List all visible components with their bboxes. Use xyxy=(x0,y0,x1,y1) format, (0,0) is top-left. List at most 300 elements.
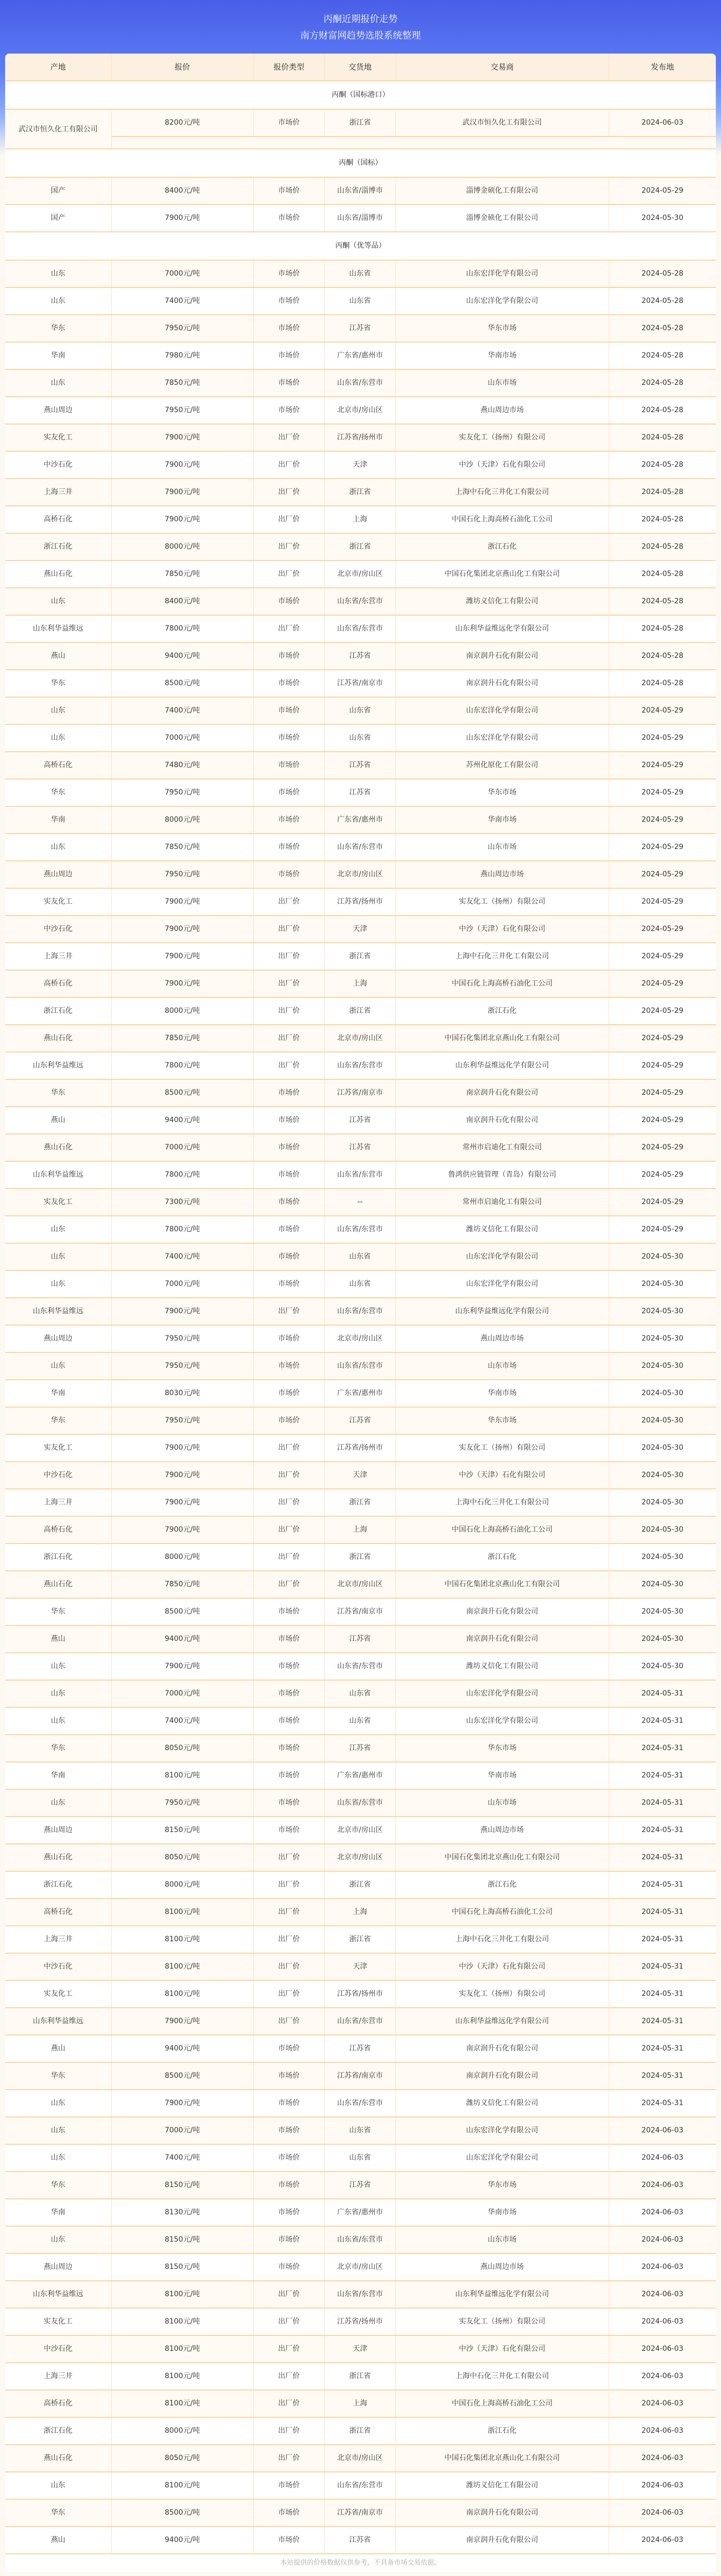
cell-price-type: 市场价 xyxy=(253,205,324,232)
cell-price-type: 出厂价 xyxy=(253,2390,324,2417)
cell-delivery: 江苏省/扬州市 xyxy=(324,1980,396,2008)
cell-date: 2024-05-29 xyxy=(641,843,683,851)
cell-trader: 山东利华益维远化学有限公司 xyxy=(396,2281,609,2308)
cell-delivery: 山东省/东营市 xyxy=(324,1052,396,1079)
table-row xyxy=(5,506,716,533)
cell-price: 9400元/吨 xyxy=(111,642,253,670)
cell-price: 7800元/吨 xyxy=(111,1161,253,1189)
cell-delivery: 天津 xyxy=(324,1462,396,1489)
cell-origin: 燕山石化 xyxy=(5,2445,111,2472)
cell-price: 7000元/吨 xyxy=(111,1134,253,1161)
cell-price: 7850元/吨 xyxy=(111,1571,253,1598)
table-row xyxy=(5,1544,716,1571)
cell-trader: 上海中石化三井化工有限公司 xyxy=(396,479,609,506)
cell-delivery: 山东省/东营市 xyxy=(324,588,396,615)
cell-delivery: 山东省/东营市 xyxy=(324,369,396,397)
cell-price: 9400元/吨 xyxy=(111,2527,253,2554)
cell-date: 2024-05-29 xyxy=(641,761,683,769)
cell-price-type: 市场价 xyxy=(253,1735,324,1762)
cell-price-type: 市场价 xyxy=(253,177,324,205)
section-row xyxy=(5,81,716,109)
spacer-row xyxy=(5,137,716,149)
table-row xyxy=(5,2226,716,2253)
cell-trader: 山东宏洋化学有限公司 xyxy=(396,1270,609,1298)
table-row xyxy=(5,834,716,861)
cell-trader: 上海中石化三井化工有限公司 xyxy=(396,1926,609,1953)
table-row xyxy=(5,1516,716,1544)
cell-delivery: 天津 xyxy=(324,1953,396,1980)
cell-date: 2024-05-29 xyxy=(641,1089,683,1097)
cell-price: 7800元/吨 xyxy=(111,615,253,642)
table-row xyxy=(5,1434,716,1462)
cell-origin: 上海三井 xyxy=(5,2363,111,2390)
cell-origin: 实友化工 xyxy=(5,1189,111,1216)
cell-price-type: 市场价 xyxy=(253,369,324,397)
cell-price: 7850元/吨 xyxy=(111,1025,253,1052)
cell-origin: 山东 xyxy=(5,287,111,315)
cell-origin: 实友化工 xyxy=(5,2308,111,2335)
table-row xyxy=(5,888,716,916)
cell-price: 8500元/吨 xyxy=(111,670,253,697)
table-row xyxy=(5,2499,716,2527)
cell-date: 2024-05-28 xyxy=(641,324,683,332)
cell-origin: 燕山 xyxy=(5,1625,111,1653)
cell-price-type: 市场价 xyxy=(253,2117,324,2144)
cell-date: 2024-06-03 xyxy=(641,2154,683,2162)
cell-origin: 燕山石化 xyxy=(5,561,111,588)
cell-trader: 南京润升石化有限公司 xyxy=(396,2035,609,2062)
cell-trader: 中沙（天津）石化有限公司 xyxy=(396,1953,609,1980)
cell-price-type: 市场价 xyxy=(253,1789,324,1817)
cell-delivery: 上海 xyxy=(324,970,396,997)
cell-price: 7900元/吨 xyxy=(111,1434,253,1462)
table-row xyxy=(5,724,716,752)
cell-delivery: 浙江省 xyxy=(324,943,396,970)
cell-price-type: 市场价 xyxy=(253,2144,324,2172)
cell-price-type: 市场价 xyxy=(253,806,324,834)
cell-price: 7950元/吨 xyxy=(111,779,253,806)
cell-trader: 燕山周边市场 xyxy=(396,861,609,888)
price-table xyxy=(5,54,716,2554)
cell-price: 7000元/吨 xyxy=(111,1270,253,1298)
cell-trader: 中国石化集团北京燕山化工有限公司 xyxy=(396,1025,609,1052)
cell-price-type: 市场价 xyxy=(253,315,324,342)
cell-price: 8150元/吨 xyxy=(111,2172,253,2199)
cell-origin: 实友化工 xyxy=(5,888,111,916)
cell-delivery: 山东省/东营市 xyxy=(324,1789,396,1817)
table-row xyxy=(5,752,716,779)
cell-origin: 上海三井 xyxy=(5,943,111,970)
cell-price-type: 出厂价 xyxy=(253,1434,324,1462)
cell-price: 7980元/吨 xyxy=(111,342,253,369)
cell-price-type: 出厂价 xyxy=(253,2335,324,2363)
cell-origin: 华南 xyxy=(5,806,111,834)
cell-delivery: 山东省/淄博市 xyxy=(324,177,396,205)
column-header-delivery: 交货地 xyxy=(324,54,396,81)
cell-trader: 实友化工（扬州）有限公司 xyxy=(396,2308,609,2335)
cell-origin: 华南 xyxy=(5,1380,111,1407)
cell-delivery: 山东省/东营市 xyxy=(324,2281,396,2308)
cell-date: 2024-05-29 xyxy=(641,1171,683,1179)
cell-delivery: 江苏省 xyxy=(324,2527,396,2554)
cell-origin: 中沙石化 xyxy=(5,451,111,479)
cell-trader: 华东市场 xyxy=(396,1407,609,1434)
cell-delivery: 山东省/东营市 xyxy=(324,2090,396,2117)
cell-date: 2024-05-29 xyxy=(641,979,683,988)
cell-price-type: 出厂价 xyxy=(253,1980,324,2008)
table-row xyxy=(5,1161,716,1189)
cell-delivery: 浙江省 xyxy=(324,1871,396,1899)
cell-date: 2024-05-28 xyxy=(641,269,683,278)
cell-date: 2024-05-30 xyxy=(641,1635,683,1643)
price-table-container xyxy=(5,54,716,2554)
cell-date: 2024-05-29 xyxy=(641,187,683,195)
cell-origin: 山东 xyxy=(5,2090,111,2117)
cell-price-type: 出厂价 xyxy=(253,424,324,451)
cell-delivery: 北京市/房山区 xyxy=(324,1025,396,1052)
cell-origin: 华东 xyxy=(5,1598,111,1625)
cell-price: 8100元/吨 xyxy=(111,1980,253,2008)
cell-price-type: 市场价 xyxy=(253,2199,324,2226)
cell-date: 2024-05-28 xyxy=(641,543,683,551)
cell-delivery: 江苏省 xyxy=(324,1407,396,1434)
cell-price-type: 出厂价 xyxy=(253,997,324,1025)
cell-origin: 山东利华益维远 xyxy=(5,1298,111,1325)
cell-price-type: 市场价 xyxy=(253,2035,324,2062)
cell-trader: 中沙（天津）石化有限公司 xyxy=(396,2335,609,2363)
cell-price-type: 出厂价 xyxy=(253,970,324,997)
cell-trader: 燕山周边市场 xyxy=(396,1817,609,1844)
cell-delivery: 上海 xyxy=(324,1899,396,1926)
cell-origin: 山东 xyxy=(5,724,111,752)
section-title: 丙酮（优等品） xyxy=(5,232,716,260)
cell-trader: 中国石化上海高桥石油化工公司 xyxy=(396,2390,609,2417)
cell-price: 8150元/吨 xyxy=(111,2226,253,2253)
cell-price: 7000元/吨 xyxy=(111,2117,253,2144)
cell-price: 8500元/吨 xyxy=(111,1598,253,1625)
cell-date: 2024-05-28 xyxy=(641,433,683,442)
cell-delivery: 山东省/东营市 xyxy=(324,1298,396,1325)
cell-delivery: 天津 xyxy=(324,451,396,479)
cell-delivery: 北京市/房山区 xyxy=(324,1571,396,1598)
table-row xyxy=(5,970,716,997)
cell-price: 7900元/吨 xyxy=(111,205,253,232)
table-row xyxy=(5,1270,716,1298)
cell-trader: 山东市场 xyxy=(396,369,609,397)
cell-trader: 潍坊义信化工有限公司 xyxy=(396,2472,609,2499)
cell-origin: 燕山周边 xyxy=(5,1817,111,1844)
table-row xyxy=(5,451,716,479)
table-row xyxy=(5,1489,716,1516)
table-row xyxy=(5,670,716,697)
cell-price: 8050元/吨 xyxy=(111,2445,253,2472)
table-row xyxy=(5,1980,716,2008)
cell-delivery: 浙江省 xyxy=(324,2363,396,2390)
cell-delivery: 山东省/东营市 xyxy=(324,2008,396,2035)
cell-date: 2024-05-31 xyxy=(641,1908,683,1916)
cell-delivery: 江苏省/扬州市 xyxy=(324,2308,396,2335)
section-title: 丙酮（国标港口） xyxy=(5,81,716,109)
cell-price-type: 市场价 xyxy=(253,1653,324,1680)
cell-delivery: 浙江省 xyxy=(324,479,396,506)
cell-price-type: 出厂价 xyxy=(253,1571,324,1598)
cell-price: 7400元/吨 xyxy=(111,1243,253,1270)
cell-date: 2024-05-31 xyxy=(641,1744,683,1752)
table-row xyxy=(5,342,716,369)
cell-date: 2024-05-28 xyxy=(641,679,683,687)
cell-date: 2024-06-03 xyxy=(641,2427,683,2435)
table-row xyxy=(5,997,716,1025)
cell-date: 2024-05-29 xyxy=(641,1143,683,1151)
cell-delivery: 浙江省 xyxy=(324,1489,396,1516)
cell-price: 8100元/吨 xyxy=(111,2281,253,2308)
cell-trader: 南京润升石化有限公司 xyxy=(396,2499,609,2527)
cell-origin: 山东 xyxy=(5,1216,111,1243)
cell-origin: 山东 xyxy=(5,834,111,861)
cell-trader: 潍坊义信化工有限公司 xyxy=(396,588,609,615)
cell-price-type: 出厂价 xyxy=(253,1544,324,1571)
column-header-trader: 交易商 xyxy=(396,54,609,81)
cell-trader: 山东宏洋化学有限公司 xyxy=(396,287,609,315)
cell-trader: 上海中石化三井化工有限公司 xyxy=(396,943,609,970)
cell-date: 2024-05-28 xyxy=(641,406,683,414)
cell-delivery: 江苏省 xyxy=(324,315,396,342)
cell-trader: 山东利华益维远化学有限公司 xyxy=(396,1052,609,1079)
cell-origin: 山东 xyxy=(5,1243,111,1270)
cell-price-type: 市场价 xyxy=(253,342,324,369)
cell-origin: 燕山周边 xyxy=(5,1325,111,1352)
cell-trader: 南京润升石化有限公司 xyxy=(396,670,609,697)
cell-delivery: 江苏省 xyxy=(324,752,396,779)
cell-price-type: 出厂价 xyxy=(253,1953,324,1980)
cell-trader: 中国石化集团北京燕山化工有限公司 xyxy=(396,1571,609,1598)
cell-trader: 上海中石化三井化工有限公司 xyxy=(396,1489,609,1516)
cell-delivery: 山东省/东营市 xyxy=(324,2226,396,2253)
cell-price-type: 出厂价 xyxy=(253,2363,324,2390)
table-row xyxy=(5,2363,716,2390)
cell-price: 7950元/吨 xyxy=(111,1789,253,1817)
cell-origin: 山东利华益维远 xyxy=(5,1052,111,1079)
cell-delivery: 北京市/房山区 xyxy=(324,397,396,424)
cell-price-type: 市场价 xyxy=(253,588,324,615)
cell-price: 7800元/吨 xyxy=(111,1052,253,1079)
cell-trader: 鲁鸿供应链管理（青岛）有限公司 xyxy=(396,1161,609,1189)
cell-origin: 山东 xyxy=(5,697,111,724)
cell-delivery: 山东省 xyxy=(324,697,396,724)
cell-price-type: 出厂价 xyxy=(253,1489,324,1516)
cell-trader: 潍坊义信化工有限公司 xyxy=(396,1653,609,1680)
cell-price: 7400元/吨 xyxy=(111,1707,253,1735)
cell-trader: 山东利华益维远化学有限公司 xyxy=(396,2008,609,2035)
cell-date: 2024-05-31 xyxy=(641,1853,683,1861)
cell-price: 7900元/吨 xyxy=(111,970,253,997)
cell-trader: 华南市场 xyxy=(396,2199,609,2226)
cell-price: 7900元/吨 xyxy=(111,424,253,451)
cell-date: 2024-05-29 xyxy=(641,706,683,715)
table-row xyxy=(5,1571,716,1598)
cell-trader: 中国石化上海高桥石油化工公司 xyxy=(396,1899,609,1926)
cell-date: 2024-05-29 xyxy=(641,1198,683,1206)
cell-price-type: 市场价 xyxy=(253,2527,324,2554)
table-row xyxy=(5,177,716,205)
cell-trader: 常州市启迪化工有限公司 xyxy=(396,1189,609,1216)
table-row xyxy=(5,1735,716,1762)
cell-origin: 燕山 xyxy=(5,1107,111,1134)
cell-price: 7480元/吨 xyxy=(111,752,253,779)
column-header-price: 报价 xyxy=(111,54,253,81)
cell-price-type: 市场价 xyxy=(253,779,324,806)
cell-price: 7000元/吨 xyxy=(111,260,253,287)
table-header-row xyxy=(5,54,716,81)
cell-origin: 实友化工 xyxy=(5,1980,111,2008)
cell-date: 2024-05-31 xyxy=(641,1771,683,1780)
cell-delivery: 山东省 xyxy=(324,2117,396,2144)
cell-origin: 山东 xyxy=(5,2117,111,2144)
cell-price-type: 出厂价 xyxy=(253,1025,324,1052)
cell-date: 2024-06-03 xyxy=(641,2208,683,2216)
cell-date: 2024-05-29 xyxy=(641,1116,683,1124)
cell-date: 2024-06-03 xyxy=(641,2290,683,2298)
cell-trader: 南京润升石化有限公司 xyxy=(396,1625,609,1653)
cell-price-type: 市场价 xyxy=(253,752,324,779)
table-row xyxy=(5,1189,716,1216)
cell-date: 2024-05-31 xyxy=(641,1826,683,1834)
cell-trader: 中国石化上海高桥石油化工公司 xyxy=(396,506,609,533)
cell-price: 7900元/吨 xyxy=(111,888,253,916)
cell-date: 2024-05-31 xyxy=(641,1990,683,1998)
cell-delivery: 浙江省 xyxy=(324,533,396,561)
cell-price-type: 市场价 xyxy=(253,2062,324,2090)
cell-date: 2024-05-30 xyxy=(641,1471,683,1479)
cell-price-type: 出厂价 xyxy=(253,533,324,561)
table-row xyxy=(5,1680,716,1707)
column-header-date: 发布地 xyxy=(609,54,716,81)
cell-delivery: 广东省/惠州市 xyxy=(324,806,396,834)
cell-price: 7900元/吨 xyxy=(111,943,253,970)
cell-delivery: 山东省/淄博市 xyxy=(324,205,396,232)
cell-date: 2024-05-31 xyxy=(641,2017,683,2025)
cell-origin: 浙江石化 xyxy=(5,1871,111,1899)
cell-trader: 淄博金硕化工有限公司 xyxy=(396,177,609,205)
table-row xyxy=(5,424,716,451)
cell-price-type: 市场价 xyxy=(253,670,324,697)
table-row xyxy=(5,916,716,943)
cell-price-type: 出厂价 xyxy=(253,2308,324,2335)
cell-origin: 山东 xyxy=(5,1270,111,1298)
cell-price-type: 市场价 xyxy=(253,2472,324,2499)
cell-origin: 燕山周边 xyxy=(5,2253,111,2281)
cell-origin: 浙江石化 xyxy=(5,2417,111,2445)
cell-origin: 山东 xyxy=(5,2472,111,2499)
cell-date: 2024-05-30 xyxy=(641,1580,683,1588)
cell-origin: 华东 xyxy=(5,1735,111,1762)
table-row xyxy=(5,1871,716,1899)
cell-trader: 华南市场 xyxy=(396,1380,609,1407)
cell-origin: 上海三井 xyxy=(5,1926,111,1953)
cell-delivery: 北京市/房山区 xyxy=(324,2253,396,2281)
cell-price-type: 出厂价 xyxy=(253,1926,324,1953)
cell-price: 8000元/吨 xyxy=(111,533,253,561)
cell-date: 2024-05-29 xyxy=(641,897,683,906)
cell-price-type: 市场价 xyxy=(253,2253,324,2281)
cell-price-type: 出厂价 xyxy=(253,1516,324,1544)
table-row xyxy=(5,2253,716,2281)
cell-delivery: 上海 xyxy=(324,506,396,533)
table-row xyxy=(5,397,716,424)
table-row xyxy=(5,369,716,397)
cell-delivery: 江苏省 xyxy=(324,779,396,806)
cell-price-type: 市场价 xyxy=(253,1325,324,1352)
table-row xyxy=(5,1107,716,1134)
cell-delivery: 浙江省 xyxy=(324,109,396,137)
cell-trader: 南京润升石化有限公司 xyxy=(396,1107,609,1134)
cell-delivery: 天津 xyxy=(324,916,396,943)
cell-price: 7000元/吨 xyxy=(111,1680,253,1707)
cell-delivery: 北京市/房山区 xyxy=(324,861,396,888)
table-row xyxy=(5,1762,716,1789)
cell-date: 2024-05-29 xyxy=(641,788,683,796)
cell-delivery: 江苏省/南京市 xyxy=(324,670,396,697)
cell-delivery: 江苏省 xyxy=(324,642,396,670)
cell-delivery: 浙江省 xyxy=(324,1544,396,1571)
cell-delivery: 江苏省/南京市 xyxy=(324,2499,396,2527)
table-row xyxy=(5,1380,716,1407)
cell-delivery: 广东省/惠州市 xyxy=(324,342,396,369)
cell-trader: 实友化工（扬州）有限公司 xyxy=(396,1434,609,1462)
cell-origin: 山东 xyxy=(5,260,111,287)
table-row xyxy=(5,2172,716,2199)
cell-date: 2024-06-03 xyxy=(641,2235,683,2244)
cell-price: 7400元/吨 xyxy=(111,2144,253,2172)
cell-date: 2024-05-30 xyxy=(641,1307,683,1315)
cell-date: 2024-05-29 xyxy=(641,816,683,824)
cell-date: 2024-05-28 xyxy=(641,597,683,605)
table-row xyxy=(5,943,716,970)
cell-price-type: 市场价 xyxy=(253,1707,324,1735)
cell-origin: 华东 xyxy=(5,2499,111,2527)
cell-trader: 中沙（天津）石化有限公司 xyxy=(396,1462,609,1489)
cell-delivery: 山东省/东营市 xyxy=(324,1216,396,1243)
table-row xyxy=(5,861,716,888)
cell-trader: 浙江石化 xyxy=(396,533,609,561)
cell-trader: 南京润升石化有限公司 xyxy=(396,2527,609,2554)
cell-price-type: 市场价 xyxy=(253,2090,324,2117)
table-row xyxy=(5,2035,716,2062)
cell-price-type: 市场价 xyxy=(253,861,324,888)
cell-date: 2024-05-31 xyxy=(641,1935,683,1943)
cell-price: 7850元/吨 xyxy=(111,561,253,588)
table-row xyxy=(5,1707,716,1735)
cell-date: 2024-06-03 xyxy=(641,2345,683,2353)
cell-date: 2024-05-28 xyxy=(641,515,683,523)
cell-price-type: 出厂价 xyxy=(253,506,324,533)
cell-delivery: 山东省/东营市 xyxy=(324,2472,396,2499)
cell-delivery: 山东省 xyxy=(324,724,396,752)
cell-date: 2024-05-30 xyxy=(641,1362,683,1370)
cell-delivery: 山东省 xyxy=(324,1707,396,1735)
cell-date: 2024-05-28 xyxy=(641,379,683,387)
cell-trader: 华南市场 xyxy=(396,342,609,369)
cell-price-type: 出厂价 xyxy=(253,888,324,916)
cell-delivery: 山东省 xyxy=(324,260,396,287)
cell-price: 7950元/吨 xyxy=(111,1352,253,1380)
cell-date: 2024-05-29 xyxy=(641,870,683,878)
column-header-price-type: 报价类型 xyxy=(253,54,324,81)
cell-date: 2024-05-29 xyxy=(641,734,683,742)
page-title: 丙酮近期报价走势 xyxy=(323,14,398,25)
cell-price-type: 市场价 xyxy=(253,1598,324,1625)
cell-delivery: 江苏省/南京市 xyxy=(324,1079,396,1107)
